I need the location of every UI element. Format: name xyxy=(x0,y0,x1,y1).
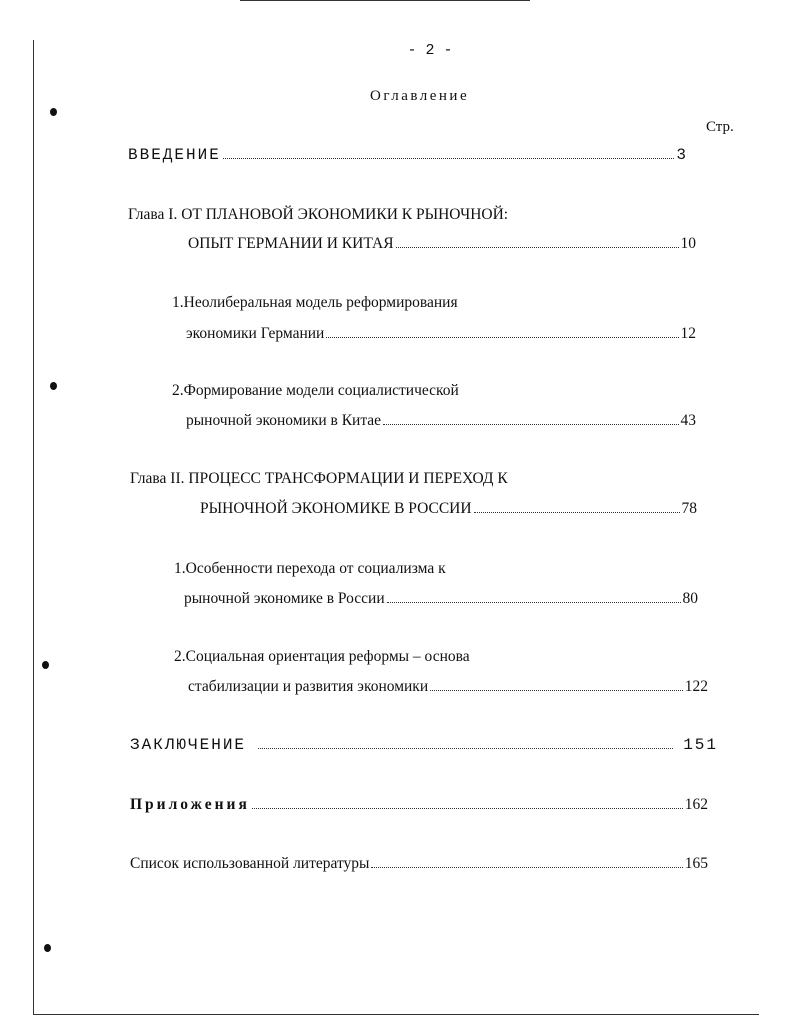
dot-leader xyxy=(258,748,673,749)
toc-entry-label: ВВЕДЕНИЕ xyxy=(128,146,221,164)
toc-entry-label: рыночной экономике в России xyxy=(184,590,385,607)
toc-entry-ch1-s1[interactable] xyxy=(186,325,696,343)
toc-entry-page: 165 xyxy=(684,855,708,872)
toc-entry-label: Приложения xyxy=(130,796,250,813)
toc-entry-page: 162 xyxy=(684,796,708,813)
dot-leader xyxy=(387,602,681,603)
toc-entry-ch2-s1[interactable] xyxy=(184,590,698,608)
toc-entry-chapter2[interactable] xyxy=(200,500,697,518)
toc-entry-page: 12 xyxy=(680,325,696,342)
toc-entry-label: Список использованной литературы xyxy=(130,855,370,872)
dot-leader xyxy=(383,424,678,425)
left-margin-line xyxy=(33,40,34,1015)
toc-ch1-s1-line1: 1.Неолиберальная модель реформирования xyxy=(172,294,458,311)
toc-entry-references[interactable] xyxy=(130,855,708,873)
toc-entry-intro[interactable] xyxy=(128,146,688,164)
toc-entry-page: 78 xyxy=(681,500,697,517)
dot-leader xyxy=(252,808,683,809)
toc-entry-ch2-s2[interactable] xyxy=(188,678,708,696)
toc-ch2-s1-line1: 1.Особенности перехода от социализма к xyxy=(174,560,446,577)
toc-entry-ch1-s2[interactable] xyxy=(186,412,696,430)
dot-leader xyxy=(371,867,682,868)
dot-leader xyxy=(223,158,675,159)
toc-entry-label: стабилизации и развития экономики xyxy=(188,678,429,695)
dot-leader xyxy=(326,337,678,338)
toc-entry-label: рыночной экономики в Китае xyxy=(186,412,382,429)
toc-entry-page: 151 xyxy=(683,736,718,754)
toc-entry-page: 3 xyxy=(676,146,688,164)
top-scan-line xyxy=(240,0,530,1)
toc-entry-page: 80 xyxy=(682,590,698,607)
toc-ch1-s2-line1: 2.Формирование модели социалистической xyxy=(172,382,459,399)
toc-entry-conclusion[interactable] xyxy=(130,736,718,754)
toc-title: Оглавление xyxy=(370,88,470,104)
dot-leader xyxy=(396,247,679,248)
toc-chapter1-line1: Глава I. ОТ ПЛАНОВОЙ ЭКОНОМИКИ К РЫНОЧНОЙ: xyxy=(128,206,509,223)
toc-entry-chapter1[interactable] xyxy=(188,235,696,253)
toc-entry-label: ОПЫТ ГЕРМАНИИ И КИТАЯ xyxy=(188,235,394,252)
bottom-scan-line xyxy=(34,1014,759,1015)
toc-entry-page: 43 xyxy=(680,412,696,429)
binder-hole-4 xyxy=(44,944,51,952)
binder-hole-1 xyxy=(50,108,57,116)
dot-leader xyxy=(430,690,683,691)
toc-entry-appendix[interactable] xyxy=(130,796,708,814)
page-column-label: Стр. xyxy=(706,119,734,135)
dot-leader xyxy=(474,512,680,513)
page-number: - 2 - xyxy=(407,42,453,59)
binder-hole-2 xyxy=(50,382,57,390)
toc-entry-label: ЗАКЛЮЧЕНИЕ xyxy=(130,736,247,754)
toc-entry-page: 10 xyxy=(680,235,696,252)
toc-chapter2-line1: Глава II. ПРОЦЕСС ТРАНСФОРМАЦИИ И ПЕРЕХОД К xyxy=(130,470,508,487)
toc-ch2-s2-line1: 2.Социальная ориентация реформы – основа xyxy=(174,648,470,665)
binder-hole-3 xyxy=(42,661,49,669)
toc-entry-label: экономики Германии xyxy=(186,325,325,342)
toc-entry-label: РЫНОЧНОЙ ЭКОНОМИКЕ В РОССИИ xyxy=(200,500,472,517)
toc-entry-page: 122 xyxy=(684,678,708,695)
